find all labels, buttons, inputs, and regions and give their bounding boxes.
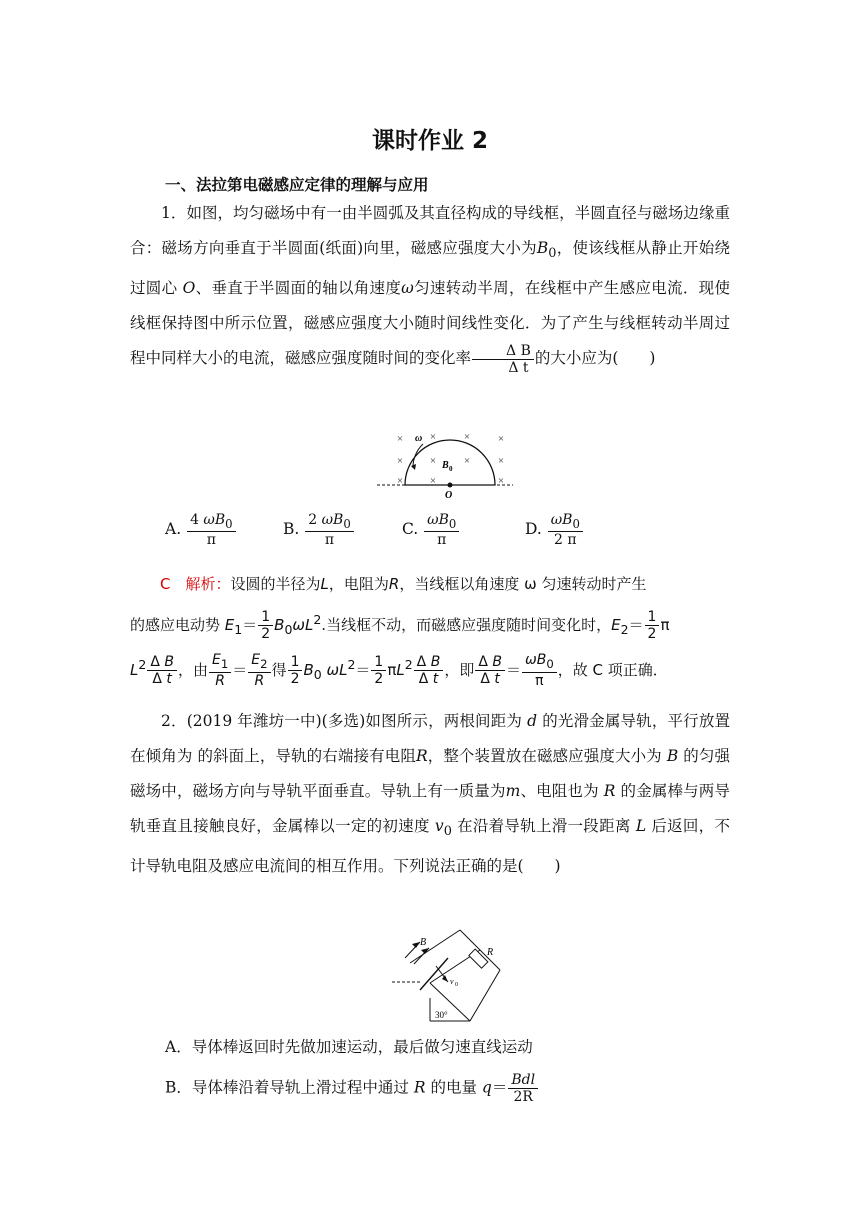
section-heading: 一、法拉第电磁感应定律的理解与应用 — [165, 176, 429, 194]
svg-text:×: × — [497, 475, 505, 487]
svg-text:×: × — [396, 475, 404, 487]
q2-option-b[interactable]: B．导体棒沿着导轨上滑过程中通过 R 的电量 q＝ $\frac{\text{Bdl}}{2R}$ — [165, 1072, 539, 1105]
option-a[interactable]: A. $\frac{4 \omega B_0}{\pi}$ — [165, 512, 237, 548]
svg-text:×: × — [463, 455, 471, 467]
svg-text:0: 0 — [449, 465, 453, 473]
svg-text:0: 0 — [455, 982, 458, 988]
answer-letter: C — [160, 575, 171, 593]
svg-text:×: × — [396, 433, 404, 445]
svg-text:×: × — [429, 455, 437, 467]
svg-text:×: × — [463, 431, 471, 443]
figure-semicircle-loop — [375, 428, 515, 500]
svg-text:×: × — [396, 455, 404, 467]
svg-text:O: O — [445, 490, 453, 500]
option-c[interactable]: C. $\frac{\omega B_0}{\pi}$ — [402, 512, 460, 548]
svg-text:30°: 30° — [435, 1010, 448, 1020]
q2-option-a[interactable]: A．导体棒返回时先做加速运动，最后做匀速直线运动 — [165, 1038, 533, 1056]
svg-text:×: × — [429, 475, 437, 487]
figure-inclined-rails — [390, 928, 505, 1023]
option-d[interactable]: D. $\frac{\omega B_0}{2 \pi}$ — [525, 512, 584, 548]
option-b[interactable]: B. $\frac{2 \omega B_0}{\pi}$ — [283, 512, 355, 548]
q1-solution: C 解析：设圆的半径为L，电阻为R，当线框以角速度 ω 匀速转动时产生 的感应电动势 $E_1=$ $\frac{1}{2}$ $B_0\omega L^2$.当线框不动，而磁感应强度随时间变化时，$E_2=$ $\frac{1}{2}$ π $L^2$ $\frac{\text{Δ B}}{\text{Δ t}}$ ，由 $\frac{E_1}{R}$ ＝ $\frac{E_2}{R}$ 得 $\frac{1}{2}$ $B_0$ $\omega L^2=$ $\frac{1}{2}$ $\pi L^2$ $\frac{\text{Δ B}}{\text{Δ t}}$ ，即 $\frac{\text{Δ B}}{\text{Δ t}}$ ＝ $\frac{\omega B_0}{\pi}$ ，故 C 项正确． — [130, 575, 670, 689]
question-2: 2．(2019 年潍坊一中)(多选)如图所示，两根间距为 d 的光滑金属导轨，平行放置在倾角为 的斜面上，导轨的右端接有电阻R，整个装置放在磁感应强度大小为 B 的匀强磁场中，磁场方向与导轨平面垂直。导轨上有一质量为m、电阻也为 R 的金属棒与两导轨垂直且接触良好，金属棒以一定的初速度 $v_0$ 在沿着导轨上滑一段距离 L 后返回，不计导轨电阻及感应电流间的相互作用。下列说法正确的是( ) — [130, 712, 730, 876]
page-title: 课时作业 2 — [371, 128, 488, 154]
svg-text:R: R — [487, 947, 494, 958]
svg-text:B: B — [442, 460, 449, 471]
svg-text:v: v — [450, 977, 454, 986]
svg-text:×: × — [497, 455, 505, 467]
svg-text:B: B — [420, 937, 427, 948]
question-1: 1．如图，均匀磁场中有一由半圆弧及其直径构成的导线框，半圆直径与磁场边缘重合：磁场方向垂直于半圆面(纸面)向里，磁感应强度大小为$B_0$，使该线框从静止开始绕过圆心 O、垂直于半圆面的轴以角速度ω匀速转动半周，在线框中产生感应电流．现使线框保持图中所示位置，磁感应强度大小随时间线性变化．为了产生与线框转动半周过程中同样大小的电流，磁感应强度随时间的变化率 $\frac{\text{Δ B}}{\text{Δ t}}$ 的大小应为( ) — [130, 204, 730, 376]
svg-text:×: × — [429, 431, 437, 443]
svg-text:ω: ω — [415, 433, 423, 444]
rate-fraction: $\frac{\text{Δ B}}{\text{Δ t}}$ — [472, 343, 534, 376]
svg-text:×: × — [497, 433, 505, 445]
